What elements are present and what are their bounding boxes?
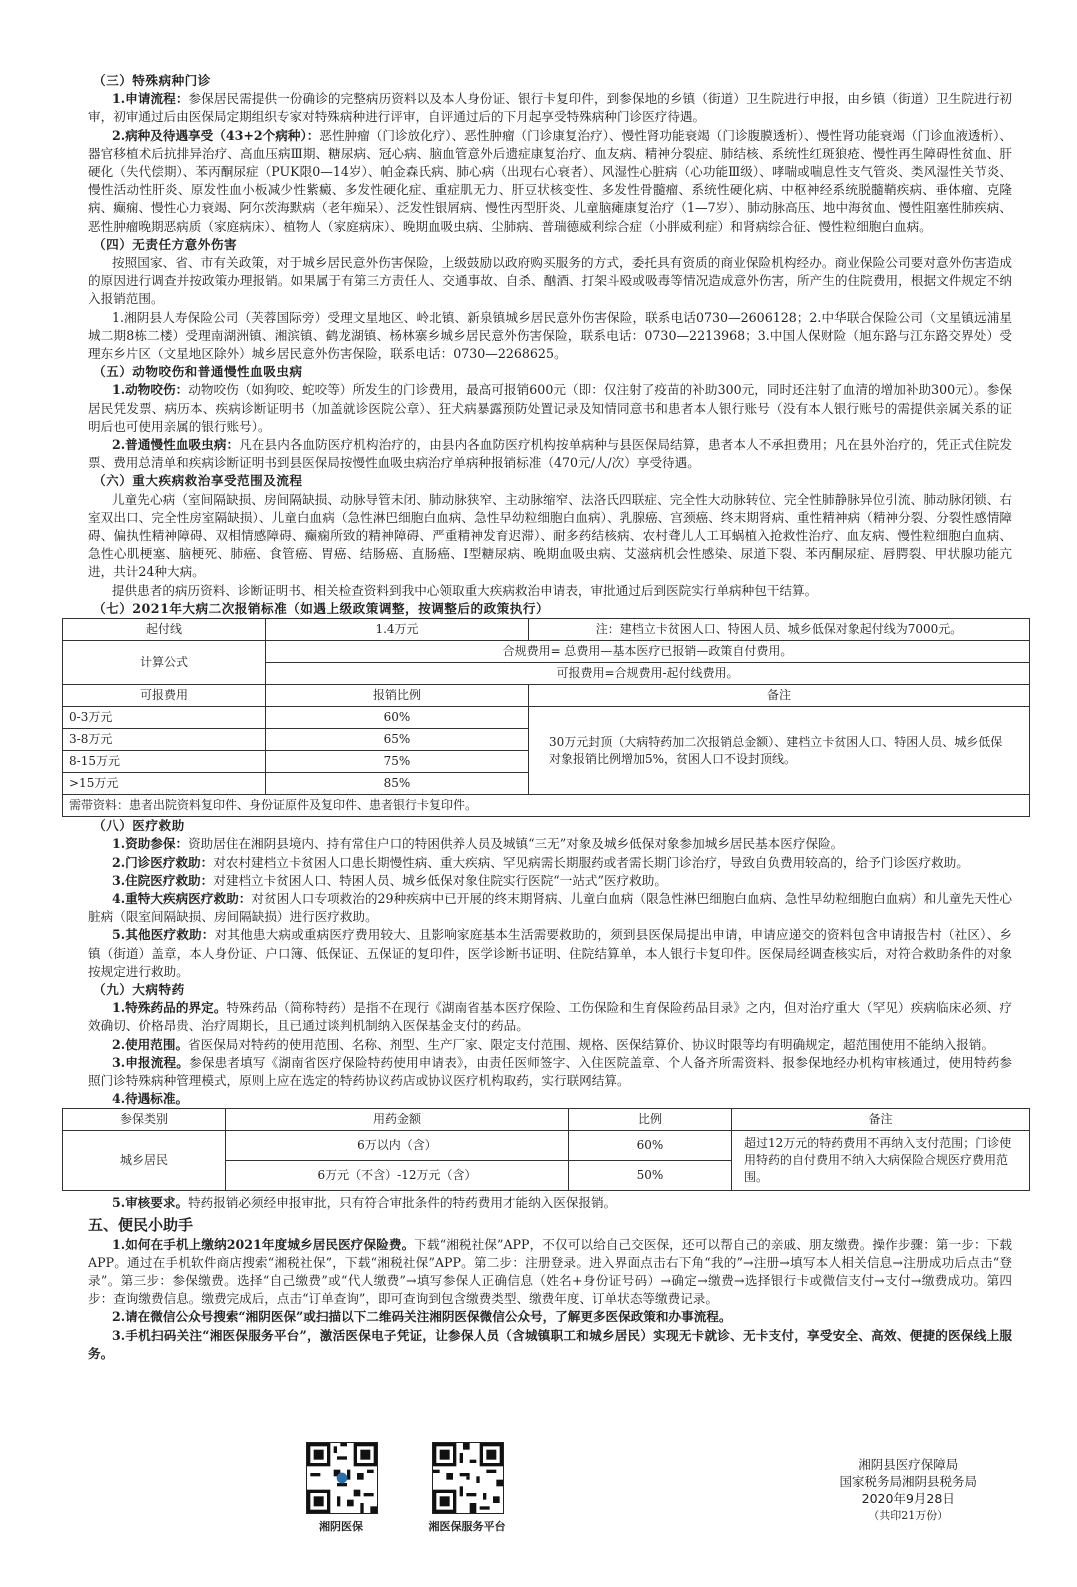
s6-paragraph-2: 提供患者的病历资料、诊断证明书、相关检查资料到我中心领取重大疾病救治申请表，审批通过后到医院实行单病种包干结算。: [111, 582, 818, 598]
s6-paragraph-1: 儿童先心病（室间隔缺损、房间隔缺损、动脉导管未闭、肺动脉狭窄、主动脉缩窄、法洛氏四联症、完全性大动脉转位、完全性肺静脉异位引流、肺动脉闭锁、右室双出口、完全性房室隔缺损）、儿童白血病（急性淋巴细胞白血病、急性早幼粒细胞白血病）、乳腺癌、宫颈癌、终末期肾病、重性精神病（精神分裂、分裂性感情障碍、偏执性精神障碍、双相情感障碍、癫痫所致的精神障碍、严重精神发育迟滞）、耐多药结核病、农村聋儿人工耳蜗植入抢救性治疗、血友病、慢性粒细胞白血病、急性心肌梗塞、脑梗死、肺癌、食管癌、胃癌、结肠癌、直肠癌、I型糖尿病、晚期血吸虫病、艾滋病机会性感染、尿道下裂、苯丙酮尿症、唇腭裂、甲状腺功能亢进，共计24种大病。: [88, 491, 1012, 580]
ratio-cell: 65%: [266, 729, 529, 751]
remark-cell: 30万元封顶（大病特药加二次报销总金额）、建档立卡贫困人口、特困人员、城乡低保对象报销比例增加5%，贫困人口不设封顶线。: [529, 707, 1030, 795]
section-7-title: （七）2021年大病二次报销标准（如遇上级政策调整，按调整后的政策执行）: [93, 600, 550, 616]
s9-item-5: [88, 1194, 1012, 1212]
qr-code-graphic: [307, 1443, 377, 1513]
print-copies: （共印21万份）: [868, 1509, 949, 1522]
amount-cell: 6万元（不含）-12万元（含）: [226, 1161, 569, 1191]
org-1: 湘阴县医疗保障局: [858, 1457, 959, 1472]
s5-paragraph-1: [88, 381, 1012, 436]
s8-item-label: 3.住院医疗救助：: [111, 872, 214, 888]
ratio-cell: 85%: [266, 773, 529, 795]
start-label: 起付线: [63, 619, 266, 641]
helper-item: [88, 1327, 1012, 1363]
reimbursement-table: [62, 618, 1030, 817]
h-type: 参保类别: [63, 1109, 226, 1131]
document-body: [69, 72, 1013, 1363]
qr-code-icon[interactable]: [432, 1442, 504, 1514]
formula-1: 合规费用= 总费用—基本医疗已报销—政策自付费用。: [266, 641, 1030, 663]
formula-label: 计算公式: [63, 641, 266, 685]
s8-item: [88, 854, 1012, 872]
s9-item4-label: 4.待遇标准。: [111, 1091, 189, 1107]
h-remark: 备注: [732, 1109, 1030, 1131]
s8-item: [88, 872, 1012, 890]
formula-2: 可报费用=合规费用-起付线费用。: [266, 663, 1030, 685]
s9-item5-text: 特药报销必须经申报审批，只有符合审批条件的特药费用才能纳入医保报销。: [188, 1195, 617, 1211]
s9-item-label: 2.使用范围。: [111, 1036, 189, 1052]
s8-item-label: 4.重特大疾病医疗救助：: [111, 890, 252, 906]
s9-item-text: 省医保局对特药的使用范围、名称、剂型、生产厂家、限定支付范围、规格、医保结算价、协议时限等均有明确规定，超范围使用不能纳入报销。: [188, 1036, 995, 1052]
issue-date: 2020年9月28日: [861, 1491, 955, 1506]
org-2: 国家税务局湘阴县税务局: [839, 1474, 977, 1489]
s4-paragraph-1: 按照国家、省、市有关政策，对于城乡居民意外伤害保险，上级鼓励以政府购买服务的方式，委托具有资质的商业保险机构经办。商业保险公司要对意外伤害造成的原因进行调查并按政策办理报销。如果属于有第三方责任人、交通事故、自杀、酗酒、打架斗殴或吸毒等情况造成意外伤害，所产生的住院费用，根据文件规定不纳入报销范围。: [88, 255, 1012, 307]
table-row: [63, 1131, 1030, 1161]
helper-item-label: 1.如何在手机上缴纳2021年度城乡居民医疗保险费。: [111, 1236, 415, 1252]
h-amount: 用药金额: [226, 1109, 569, 1131]
s8-item: [88, 926, 1012, 981]
s9-item: [88, 1036, 1012, 1054]
h-ratio: 比例: [569, 1109, 732, 1131]
s8-item-text: 对农村建档立卡贫困人口患长期慢性病、重大疾病、罕见病需长期服药或者需长期门诊治疗，导致自负费用较高的，给予门诊医疗救助。: [213, 854, 969, 870]
required-docs: 需带资料：患者出院资料复印件、身份证原件及复印件、患者银行卡复印件。: [63, 795, 1030, 817]
special-drug-table: [62, 1108, 1030, 1191]
s3-p1-label: 1.申请流程：: [111, 91, 189, 107]
range-cell: 8-15万元: [63, 751, 266, 773]
section-5-convenience-title: 五、便民小助手: [88, 1215, 194, 1234]
remark-cell: 超过12万元的特药费用不再纳入支付范围；门诊使用特药的自付费用不纳入大病保险合规医疗费用范围。: [732, 1131, 1030, 1191]
ratio-cell: 50%: [569, 1161, 732, 1191]
s9-item-text: 特殊药品（简称特药）是指不在现行《湖南省基本医疗保险、工伤保险和生育保险药品目录》之内，但对治疗重大（罕见）疾病临床必须、疗效确切、价格昂贵、治疗周期长，且已通过谈判机制纳入医保基金支付的药品。: [88, 1000, 1013, 1034]
col-ratio-header: 报销比例: [266, 685, 529, 707]
helper-item-label: 2.请在微信公众号搜索“湘阴医保”或扫描以下二维码关注湘阴医保微信公众号，了解更多医保政策和办事流程。: [111, 1309, 732, 1325]
amount-cell: 6万以内（含）: [226, 1131, 569, 1161]
s9-item-4: [88, 1090, 1012, 1108]
s8-item-label: 5.其他医疗救助：: [111, 927, 215, 943]
s9-item-label: 1.特殊药品的界定。: [111, 1000, 227, 1016]
s9-item: [88, 1054, 1012, 1090]
s3-p1-text: 参保居民需提供一份确诊的完整病历资料以及本人身份证、银行卡复印件，到参保地的乡镇（街道）卫生院进行申报，由乡镇（街道）卫生院进行初审，初审通过后由医保局定期组织专家对特殊病种进行评审，自评通过后的下月起享受特殊病种门诊医疗待遇。: [88, 91, 1012, 125]
qr-code-graphic: [433, 1443, 503, 1513]
footer: [0, 1442, 1077, 1582]
s5-p2-text: 凡在县内各血防医疗机构治疗的，由县内各血防医疗机构按单病种与县医保局结算，患者本人不承担费用；凡在县外治疗的，凭正式住院发票、费用总清单和疾病诊断证明书到县医保局按慢性血吸虫病治疗单病种报销标准（470元/人/次）享受待遇。: [88, 437, 1013, 471]
s8-item-text: 对贫困人口专项救治的29种疾病中已开展的终末期肾病、儿童白血病（限急性淋巴细胞白血病、急性早幼粒细胞白血病）和儿童先天性心脏病（限室间隔缺损、房间隔缺损）进行医疗救助。: [88, 890, 1012, 925]
section-6-title: （六）重大疾病救治享受范围及流程: [93, 473, 303, 489]
col-remark-header: 备注: [529, 685, 1030, 707]
s4-paragraph-2: 1.湘阴县人寿保险公司（芙蓉国际旁）受理文星地区、岭北镇、新泉镇城乡居民意外伤害保险，联系电话0730—2606128；2.中华联合保险公司（文星镇远浦星城二期8栋二楼）受理南湖洲镇、湘滨镇、鹤龙湖镇、杨林寨乡城乡居民意外伤害保险，联系电话：0730—2213968；3.中国人保财险（旭东路与江东路交界处）受理东乡片区（文星地区除外）城乡居民意外伤害保险，联系电话：0730—2268625。: [88, 309, 1012, 362]
s8-item: [88, 835, 1012, 853]
section-3-title: （三）特殊病种门诊: [93, 73, 211, 88]
helper-item-label: 3.手机扫码关注“湘医保服务平台”，激活医保电子凭证，让参保人员（含城镇职工和城乡居民）实现无卡就诊、无卡支付，享受安全、高效、便捷的医保线上服务。: [88, 1327, 1012, 1361]
type-cell: 城乡居民: [63, 1131, 226, 1191]
s3-p2-label: 2.病种及待遇享受（43+2个病种）：: [111, 127, 320, 143]
s5-p2-label: 2.普通慢性血吸虫病：: [111, 437, 240, 453]
s5-p1-text: 动物咬伤（如狗咬、蛇咬等）所发生的门诊费用，最高可报销600元（即：仅注射了疫苗的补助300元，同时还注射了血清的增加补助300元）。参保居民凭发票、病历本、疾病诊断证明书（加盖就诊医院公章）、狂犬病暴露预防处置记录及知情同意书和患者本人银行账号（没有本人银行账号的需提供亲属关系的证明后也可使用亲属的银行账号）。: [88, 382, 1012, 434]
s8-item-text: 对建档立卡贫困人口、特困人员、城乡低保对象住院实行医院“一站式”医疗救助。: [213, 872, 667, 888]
qr-label-1: 湘阴医保: [319, 1520, 363, 1533]
s9-item-text: 参保患者填写《湖南省医疗保险特药使用申请表》，由责任医师签字、入住医院盖章、个人备齐所需资料、报参保地经办机构审核通过，使用特药参照门诊特殊病种管理模式，原则上应在选定的特药协议药店或协议医疗机构取药，实行联网结算。: [88, 1054, 1012, 1088]
range-cell: 3-8万元: [63, 729, 266, 751]
section-9-title: （九）大病特药: [93, 981, 185, 997]
start-note: 注：建档立卡贫困人口、特困人员、城乡低保对象起付线为7000元。: [529, 619, 1030, 641]
qr-code-icon[interactable]: [306, 1442, 378, 1514]
range-cell: 0-3万元: [63, 707, 266, 729]
range-cell: >15万元: [63, 773, 266, 795]
s3-paragraph-2: [88, 127, 1012, 236]
section-5-title: （五）动物咬伤和普通慢性血吸虫病: [93, 364, 303, 380]
s8-item-label: 2.门诊医疗救助：: [111, 854, 214, 870]
qr-label-2: 湘医保服务平台: [428, 1520, 506, 1533]
s8-item-text: 对其他患大病或重病医疗费用较大、且影响家庭基本生活需要救助的，须到县医保局提出申请，申请应递交的资料包含申请报告村（社区）、乡镇（街道）盖章，本人身份证、户口簿、低保证、五保证的复印件，医学诊断书证明、住院结算单，本人银行卡复印件。医保局经调查核实后，对符合救助条件的对象按规定进行救助。: [88, 927, 1012, 979]
s8-item-label: 1.资助参保：: [111, 836, 189, 852]
start-value: 1.4万元: [266, 619, 529, 641]
s8-item-text: 资助居住在湘阴县境内、持有常住户口的特困供养人员及城镇“三无”对象及城乡低保对象参加城乡居民基本医疗保险。: [188, 836, 844, 852]
s9-item: [88, 999, 1012, 1035]
s9-item-label: 3.申报流程。: [111, 1054, 190, 1070]
s8-item: [88, 890, 1012, 926]
ratio-cell: 60%: [266, 707, 529, 729]
ratio-cell: 75%: [266, 751, 529, 773]
helper-item: [88, 1308, 1012, 1326]
helper-item: [88, 1236, 1012, 1309]
signature-block: [839, 1456, 977, 1524]
s5-p1-label: 1.动物咬伤：: [111, 382, 189, 398]
s3-paragraph-1: [88, 90, 1012, 126]
section-8-title: （八）医疗救助: [93, 818, 185, 834]
ratio-cell: 60%: [569, 1131, 732, 1161]
section-4-title: （四）无责任方意外伤害: [93, 236, 238, 252]
s9-item5-label: 5.审核要求。: [111, 1195, 189, 1211]
s3-p2-text: 恶性肿瘤（门诊放化疗）、恶性肿瘤（门诊康复治疗）、慢性肾功能衰竭（门诊腹膜透析）、慢性肾功能衰竭（门诊血液透析）、器官移植术后抗排异治疗、高血压病Ⅲ期、糖尿病、冠心病、脑血管意外后遗症康复治疗、血友病、精神分裂症、肺结核、系统性红斑狼疮、慢性再生障碍性贫血、肝硬化（失代偿期）、苯丙酮尿症（PUK限0—14岁）、帕金森氏病、肺心病（出现右心衰者）、风湿性心脏病（心功能Ⅲ级）、哮喘或喘息性支气管炎、类风湿性关节炎、慢性活动性肝炎、原发性血小板减少性紫癜、多发性硬化症、重症肌无力、肝豆状核变性、多发性骨髓瘤、系统性硬化病、中枢神经系统脱髓鞘疾病、垂体瘤、克隆病、癫痫、慢性心力衰竭、阿尔茨海默病（老年痴呆）、泛发性银屑病、慢性丙型肝炎、儿童脑瘫康复治疗（1—7岁）、肺动脉高压、地中海贫血、慢性阻塞性肺疾病、恶性肿瘤晚期恶病质（家庭病床）、植物人（家庭病床）、晚期血吸虫病、尘肺病、普瑞德威利综合症（小胖威利症）和肾病综合征、慢性粒细胞白血病。: [88, 127, 1013, 234]
col-cost-header: 可报费用: [63, 685, 266, 707]
s5-paragraph-2: [88, 436, 1012, 472]
table-row: [63, 707, 1030, 729]
helper-item-text: 下载“湘税社保”APP，不仅可以给自己交医保，还可以帮自己的亲戚、朋友缴费。操作步骤：第一步：下载APP。通过在手机软件商店搜索“湘税社保”，下载“湘税社保”APP。第二步：注册登录。进入界面点击右下角“我的”→注册→填写本人相关信息→注册成功后点击“登录”。第三步：参保缴费。选择“自己缴费”或“代人缴费”→填写参保人正确信息（姓名+身份证号码）→确定→缴费→选择银行卡或微信支付→支付→缴费成功。第四步：查询缴费信息。缴费完成后，点击“订单查询”，即可查询到包含缴费类型、缴费年度、订单状态等缴费记录。: [88, 1236, 1013, 1307]
